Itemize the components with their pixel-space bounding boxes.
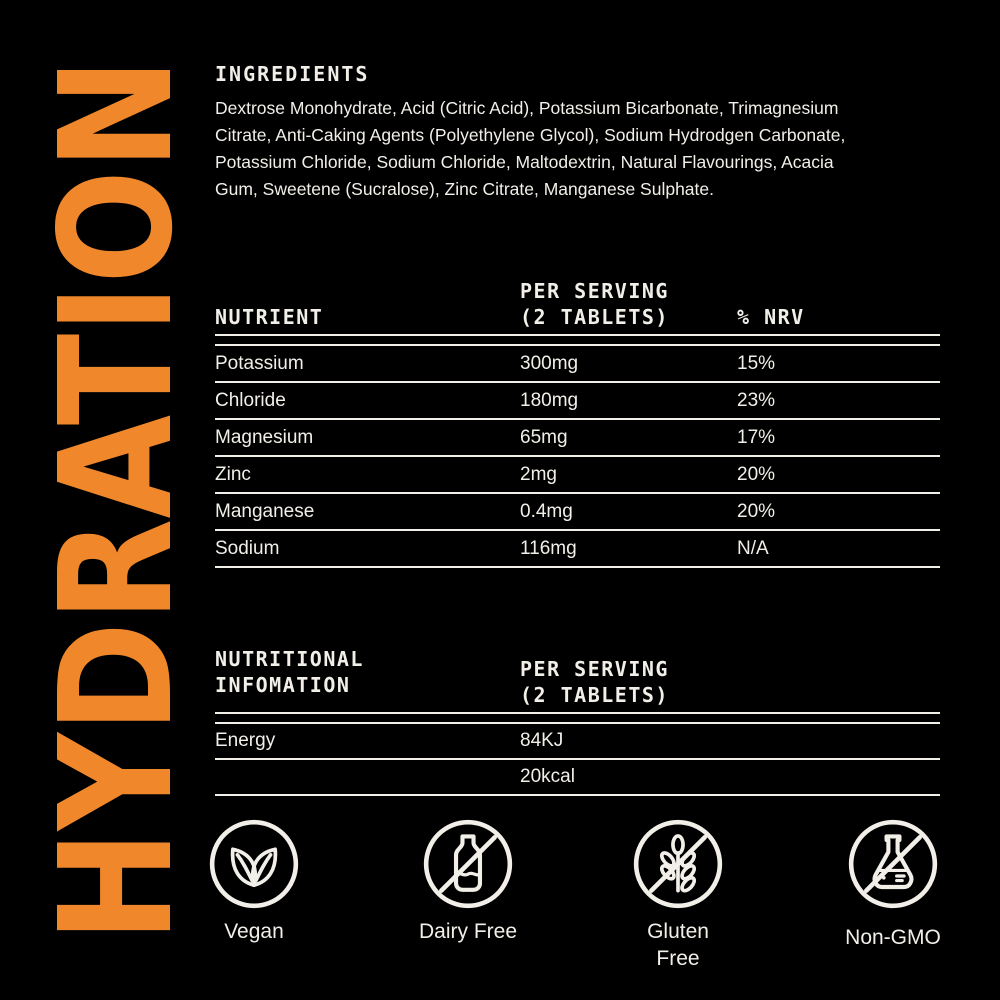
col-header-nrv: % NRV (737, 305, 805, 329)
nutritional-information-table (215, 646, 940, 796)
badge-label: Non-GMO (845, 926, 941, 949)
badge-vegan (179, 818, 329, 945)
header-rule (215, 712, 940, 724)
gluten-free-wheat-icon (632, 818, 724, 910)
vegan-leaves-icon (208, 818, 300, 910)
ingredients-text: Dextrose Monohydrate, Acid (Citric Acid), Potassium Bicarbonate, Trimagnesium Citrate, Anti-Caking Agents (Polyethylene Glycol), Sodium Hydrodgen Carbonate, Potassium Chloride, Sodium Chloride, Maltodextrin, Natural Flavourings, Acacia Gum, Sweetene (Sucralose), Zinc Citrate, Manganese Sulphate. (215, 98, 846, 199)
vertical-product-title: HYDRATION (26, 57, 207, 943)
table-row: 20kcal (215, 760, 940, 796)
badge-non-gmo (818, 818, 968, 951)
non-gmo-flask-icon (847, 818, 939, 910)
table-row: Magnesium 65mg 17% (215, 420, 940, 457)
badge-label: Dairy Free (418, 920, 518, 943)
table-row: Energy 84KJ (215, 724, 940, 760)
table-row: Potassium 300mg 15% (215, 346, 940, 383)
ingredients-heading: INGREDIENTS (215, 62, 370, 86)
table-row: Manganese 0.4mg 20% (215, 494, 940, 531)
col-header-per-serving: PER SERVING (2 TABLETS) (520, 657, 669, 707)
badge-dairy-free (393, 818, 543, 945)
ingredients-section (215, 62, 875, 203)
nutrient-table-header (215, 278, 940, 330)
nutrient-table (215, 278, 940, 568)
nutritional-information-header (215, 646, 940, 708)
header-rule (215, 334, 940, 346)
table-row: Chloride 180mg 23% (215, 383, 940, 420)
col-header-per-serving: PER SERVING (2 TABLETS) (520, 279, 669, 329)
dairy-free-bottle-icon (422, 818, 514, 910)
table-row: Sodium 116mg N/A (215, 531, 940, 568)
table-row: Zinc 2mg 20% (215, 457, 940, 494)
col-header-nutrient: NUTRIENT (215, 305, 324, 329)
badge-label: Vegan (224, 920, 284, 943)
badge-gluten-free (603, 818, 753, 972)
col-header-nutritional-information: NUTRITIONAL INFOMATION (215, 647, 364, 697)
badge-label: Gluten Free (647, 920, 709, 970)
